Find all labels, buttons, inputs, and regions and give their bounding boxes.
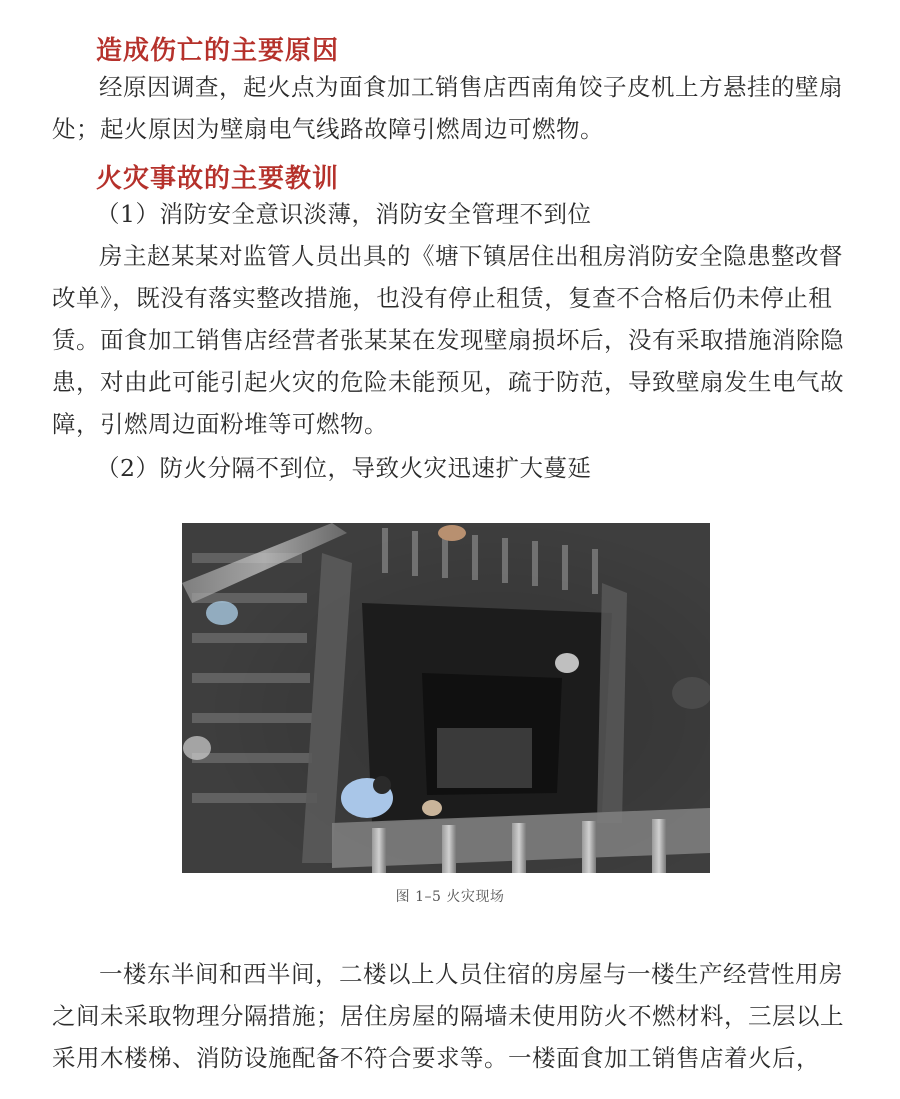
section-heading-lessons: 火灾事故的主要教训 [96, 164, 340, 194]
paragraph-lesson-1: 房主赵某某对监管人员出具的《塘下镇居住出租房消防安全隐患整改督改单》，既没有落实整改措施，也没有停止租赁，复查不合格后仍未停止租赁。面食加工销售店经营者张某某在发现壁扇损坏后，没有采取措施消除隐患，对由此可能引起火灾的危险未能预见，疏于防范，导致壁扇发生电气故障，引燃周边面粉堆等可燃物。 [52, 242, 844, 438]
paragraph-cause-investigation: 经原因调查，起火点为面食加工销售店西南角饺子皮机上方悬挂的壁扇处；起火原因为壁扇电气线路故障引燃周边可燃物。 [52, 73, 843, 143]
lesson-1-title: （1）消防安全意识淡薄，消防安全管理不到位 [96, 200, 592, 228]
fire-scene-photo [182, 523, 710, 873]
lesson-2-title: （2）防火分隔不到位，导致火灾迅速扩大蔓延 [96, 454, 592, 482]
section-heading-causes: 造成伤亡的主要原因 [96, 36, 340, 66]
figure-caption: 图 1–5 火灾现场 [395, 889, 505, 905]
paragraph-separation: 一楼东半间和西半间，二楼以上人员住宿的房屋与一楼生产经营性用房之间未采取物理分隔措施；居住房屋的隔墙未使用防火不燃材料，三层以上采用木楼梯、消防设施配备不符合要求等。一楼面食加工销售店着火后， [52, 960, 844, 1072]
